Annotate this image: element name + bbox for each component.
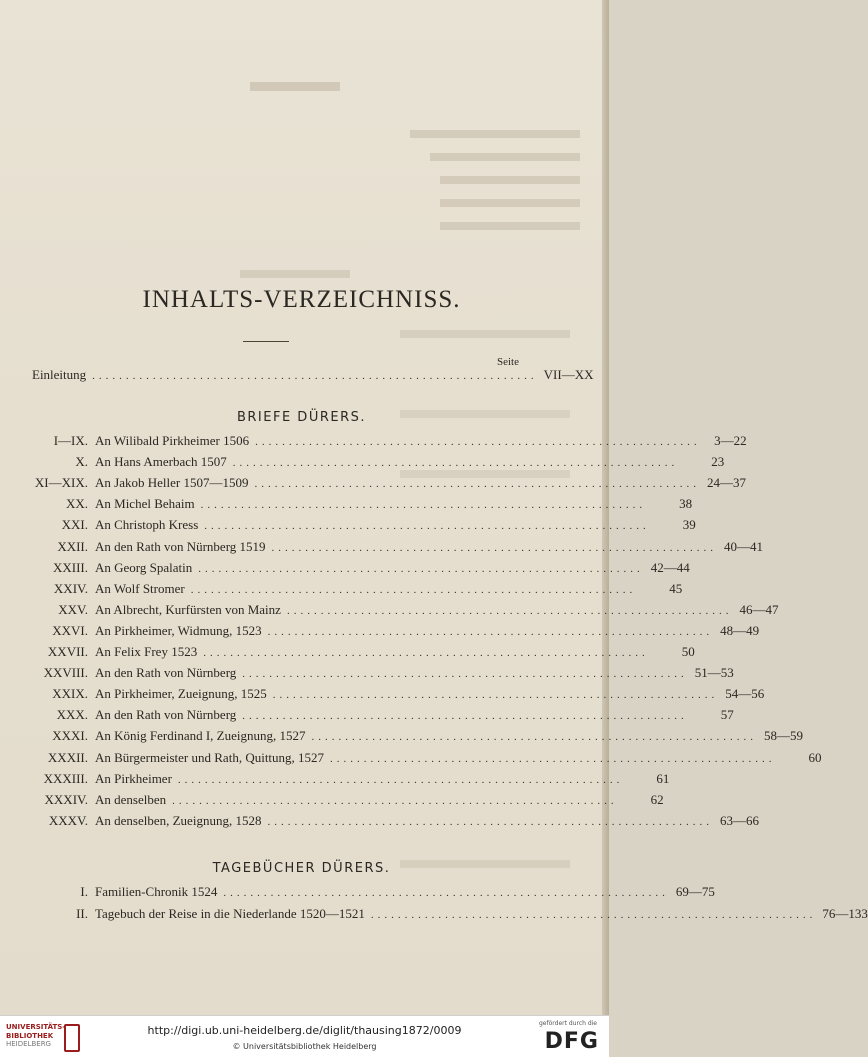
toc-entry-page: 63—66 xyxy=(719,812,759,828)
toc-entry xyxy=(0,906,868,924)
toc-entry-number: XXXII. xyxy=(47,749,88,765)
toc-entry-number: XXXV. xyxy=(48,812,88,828)
toc-entry-text: An Pirkheimer, Widmung, 1523 xyxy=(95,622,262,638)
toc-entry-page: 50 xyxy=(681,644,695,659)
toc-entry-number: XXIII. xyxy=(52,559,88,575)
toc-entry-page: 57 xyxy=(720,707,734,723)
toc-entry-number: II. xyxy=(76,906,88,921)
toc-entry-page: 40—41 xyxy=(724,538,764,554)
toc-entry-page: 45 xyxy=(669,580,683,596)
toc-entry-number: XXVIII. xyxy=(43,665,88,681)
toc-entry-page: 38 xyxy=(679,496,693,512)
leader-dots: .................................................................. xyxy=(286,604,733,617)
logo-line: BIBLIOTHEK xyxy=(6,1031,54,1040)
toc-entry-page: 69—75 xyxy=(675,884,715,899)
toc-entry-page: VII—XX xyxy=(543,367,594,382)
leader-dots: .................................................................. xyxy=(172,794,618,807)
toc-entry-number: XXIV. xyxy=(53,580,88,596)
leader-dots: .................................................................. xyxy=(272,689,719,702)
toc-entry-einleitung xyxy=(32,367,594,385)
toc-entry xyxy=(0,884,715,902)
toc-entry-page: 51—53 xyxy=(694,665,734,681)
toc-entry-text: An König Ferdinand I, Zueignung, 1527 xyxy=(95,728,306,744)
toc-entry-number: XXI. xyxy=(61,517,88,533)
toc-entry-number: XXXI. xyxy=(52,728,88,744)
toc-entry-page: 46—47 xyxy=(739,601,779,617)
leader-dots: .................................................................. xyxy=(232,457,679,470)
toc-entry-number: I—IX. xyxy=(53,433,88,448)
toc-entry-number: XX. xyxy=(65,496,88,512)
toc-entry xyxy=(0,749,822,768)
toc-entry-text: An Christoph Kress xyxy=(95,517,199,533)
toc-entry-text: An den Rath von Nürnberg xyxy=(95,707,237,723)
toc-entry-page: 42—44 xyxy=(650,559,690,575)
leader-dots: .................................................................. xyxy=(200,499,647,512)
toc-entry-number: I. xyxy=(80,884,88,899)
toc-entry-number: XXII. xyxy=(57,538,88,554)
toc-entry-text: An Pirkheimer xyxy=(95,770,172,786)
toc-entry xyxy=(0,686,765,704)
leader-dots: .................................................................. xyxy=(267,815,713,828)
leader-dots: .................................................................. xyxy=(370,909,817,921)
toc-entry-number: XXVII. xyxy=(47,644,88,659)
page-title: INHALTS-VERZEICHNISS. xyxy=(142,286,461,313)
toc-entry-number: XI—XIX. xyxy=(34,475,88,491)
leader-dots: .................................................................. xyxy=(330,752,776,765)
toc-entry-text: An den Rath von Nürnberg 1519 xyxy=(95,538,266,554)
toc-entry-page: 76—133 xyxy=(822,906,868,921)
toc-entry-page: 39 xyxy=(682,517,696,533)
toc-entry-text: An Wolf Stromer xyxy=(95,580,185,596)
toc-entry xyxy=(0,644,695,662)
toc-entry xyxy=(0,791,664,810)
leader-dots: .................................................................. xyxy=(242,668,688,681)
toc-entry-text: An denselben xyxy=(95,791,167,807)
toc-entry xyxy=(0,707,734,725)
toc-entry xyxy=(0,517,696,535)
leader-dots: .................................................................. xyxy=(198,562,644,575)
toc-entry-text: An Jakob Heller 1507—1509 xyxy=(95,475,249,491)
logo-line: HEIDELBERG xyxy=(6,1040,51,1048)
toc-entry-page: 58—59 xyxy=(764,728,804,744)
toc-entry-page: 23 xyxy=(711,454,725,470)
footer-bar xyxy=(0,1015,609,1057)
toc-entry-text: Familien-Chronik 1524 xyxy=(95,884,218,899)
toc-entry xyxy=(0,770,670,789)
copyright-notice: © Universitätsbibliothek Heidelberg xyxy=(232,1042,377,1051)
page-column-label: Seite xyxy=(497,356,519,368)
section-heading-tagebuecher: TAGEBÜCHER DÜRERS. xyxy=(212,861,391,876)
toc-entry-page: 61 xyxy=(656,770,670,786)
toc-entry xyxy=(0,433,747,451)
toc-entry-text: An Pirkheimer, Zueignung, 1525 xyxy=(95,686,267,702)
toc-entry xyxy=(0,812,759,831)
leader-dots: .................................................................. xyxy=(223,887,669,899)
toc-entry-number: XXX. xyxy=(56,707,88,723)
toc-entry-text: An den Rath von Nürnberg xyxy=(95,665,237,681)
toc-entry xyxy=(0,665,734,683)
toc-entry xyxy=(0,601,779,620)
toc-entry-number: XXIX. xyxy=(52,686,88,702)
leader-dots: .................................................................. xyxy=(203,647,649,659)
dfg-logo[interactable]: DFG xyxy=(544,1029,599,1054)
toc-entry-text: An Albrecht, Kurfürsten von Mainz xyxy=(95,601,281,617)
toc-entry-page: 60 xyxy=(808,749,822,765)
toc-entry-text: An denselben, Zueignung, 1528 xyxy=(95,812,262,828)
leader-dots: .................................................................. xyxy=(190,583,637,596)
toc-entry-number: XXXIII. xyxy=(43,770,88,786)
leader-dots: .................................................................. xyxy=(92,370,538,382)
leader-dots: .................................................................. xyxy=(242,710,688,723)
leader-dots: .................................................................. xyxy=(254,478,700,491)
leader-dots: .................................................................. xyxy=(271,541,718,554)
toc-entry-number: XXV. xyxy=(58,601,88,617)
toc-entry xyxy=(0,559,690,578)
toc-entry-page: 62 xyxy=(650,791,664,807)
toc-entry-number: X. xyxy=(75,454,88,470)
title-divider xyxy=(243,341,289,342)
toc-entry xyxy=(0,496,693,514)
logo-line: UNIVERSITÄTS- xyxy=(6,1023,66,1031)
toc-entry-text: An Felix Frey 1523 xyxy=(95,644,198,659)
toc-entry-page: 48—49 xyxy=(720,622,760,638)
toc-entry-page: 3—22 xyxy=(714,433,747,448)
permalink-url[interactable]: http://digi.ub.uni-heidelberg.de/diglit/thausing1872/0009 xyxy=(147,1024,462,1037)
leader-dots: .................................................................. xyxy=(204,520,650,533)
toc-entry-text: An Georg Spalatin xyxy=(95,559,193,575)
leader-dots: .................................................................. xyxy=(311,731,758,744)
toc-entry-text: Tagebuch der Reise in die Niederlande 1520—1521 xyxy=(95,906,365,921)
toc-entry-text: An Michel Behaim xyxy=(95,496,195,512)
toc-entry-text: An Hans Amerbach 1507 xyxy=(95,454,227,470)
leader-dots: .................................................................. xyxy=(267,625,714,638)
toc-entry xyxy=(0,728,804,746)
toc-entry-page: 24—37 xyxy=(706,475,746,491)
toc-entry xyxy=(0,454,725,472)
dfg-caption: gefördert durch die xyxy=(539,1020,597,1027)
toc-entry-page: 54—56 xyxy=(725,686,765,702)
toc-entry xyxy=(0,622,760,641)
toc-entry-text: An Wilibald Pirkheimer 1506 xyxy=(95,433,250,448)
leader-dots: .................................................................. xyxy=(255,436,701,448)
toc-entry-number: XXVI. xyxy=(52,622,88,638)
toc-entry xyxy=(0,580,683,599)
leader-dots: .................................................................. xyxy=(177,773,624,786)
section-heading-briefe: BRIEFE DÜRERS. xyxy=(236,410,366,425)
toc-entry xyxy=(0,538,764,557)
toc-entry-number: XXXIV. xyxy=(44,791,88,807)
toc-entry xyxy=(0,475,746,493)
toc-entry-text: An Bürgermeister und Rath, Quittung, 1527 xyxy=(95,749,325,765)
toc-entry-text: Einleitung xyxy=(32,367,87,382)
